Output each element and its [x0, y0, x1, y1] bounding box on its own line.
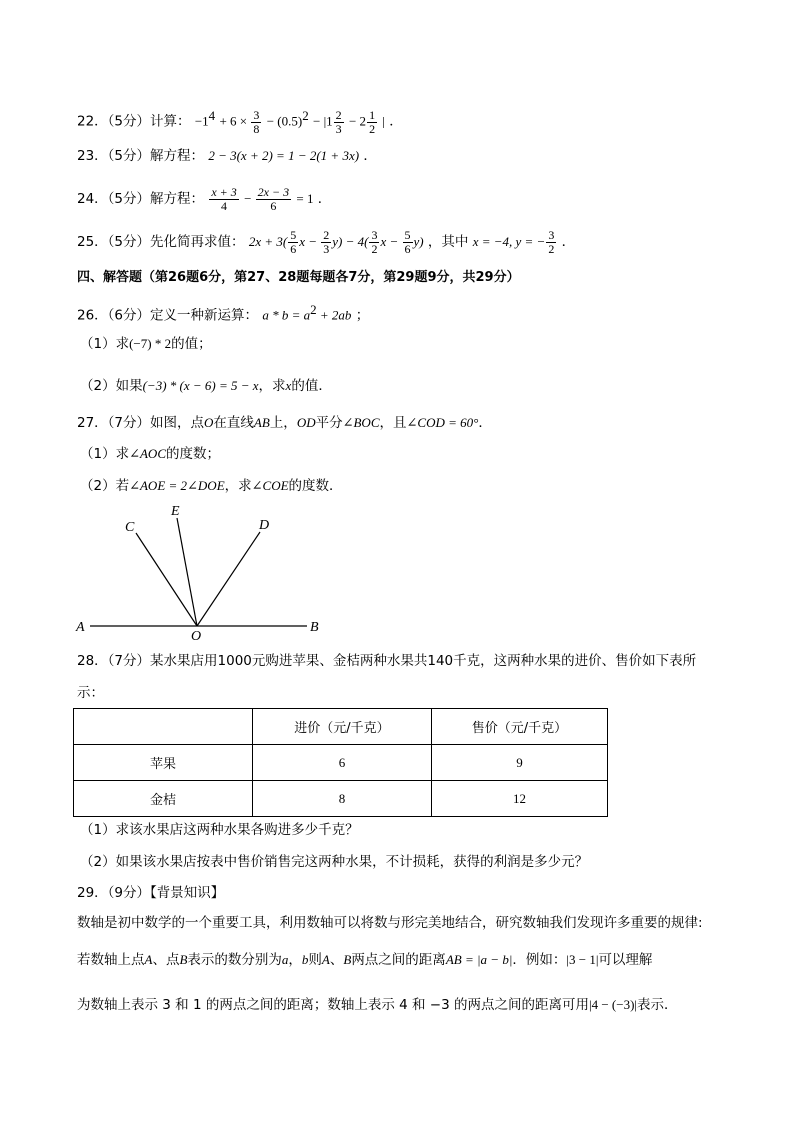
q22-term: − (0.5) [266, 113, 303, 129]
q24-term: = 1 [296, 191, 314, 206]
part-text: 的值； [171, 336, 212, 352]
denominator: 4 [221, 199, 228, 213]
q22-term: −1 [194, 113, 209, 129]
fraction [288, 229, 298, 256]
table-header-cell: 进价（元/千克） [253, 709, 432, 745]
label-D: D [259, 518, 270, 533]
q29-text: 表示的数分别为 [187, 952, 282, 968]
table-row [74, 781, 608, 817]
q29-text: 两点之间的距离 [351, 952, 446, 968]
question-26-part-2 [80, 376, 332, 396]
q29-math: B [343, 952, 352, 967]
label-A: A [76, 620, 85, 635]
label-O: O [191, 629, 202, 644]
numerator: 2 [323, 228, 330, 242]
q29-math: |4 − (−3)| [589, 997, 638, 1012]
q29-text: 、点 [152, 952, 180, 968]
q23-label: 23．（5分）解方程： [77, 148, 205, 164]
question-26 [77, 300, 369, 326]
q29-text: ， [288, 952, 302, 968]
q22-exp: 4 [208, 108, 216, 123]
numerator: 1 [369, 107, 376, 122]
q25-term: y) [413, 234, 424, 249]
part-text: ，求 [224, 478, 252, 494]
question-28-line-1: 28．（7分）某水果店用1000元购进苹果、金桔两种水果共140千克，这两种水果的进价、售价如下表所 [77, 653, 697, 669]
numerator: 5 [404, 228, 411, 242]
table-row [74, 745, 608, 781]
q25-label: 25．（5分）先化简再求值： [77, 234, 245, 250]
question-28-line-2: 示： [77, 685, 104, 701]
numerator: 3 [253, 107, 260, 122]
numerator: 2x − 3 [257, 185, 290, 199]
q25-mid: ，其中 [427, 234, 473, 250]
question-22 [77, 106, 403, 136]
q27-label: 27．（7分）如图，点 [77, 415, 205, 431]
question-27 [77, 413, 492, 433]
q29-text: 若数轴上点 [77, 952, 145, 968]
denominator: 6 [290, 242, 297, 256]
q26-end: ； [355, 307, 370, 324]
part-text: 的度数； [166, 446, 220, 462]
table-cell: 12 [432, 781, 608, 817]
denominator: 2 [371, 242, 378, 256]
q22-term: − 2 [348, 113, 367, 129]
question-26-part-1 [80, 334, 212, 354]
label-E: E [171, 504, 180, 519]
q29-math: a [281, 952, 289, 967]
fraction [369, 229, 379, 256]
table-cell: 金桔 [74, 781, 253, 817]
q24-term: − [244, 191, 255, 206]
q27-math: AB [253, 415, 270, 430]
numerator: 3 [548, 228, 555, 242]
angle-figure [70, 500, 340, 645]
q25-term: 2x + 3( [248, 234, 288, 249]
question-27-part-1 [80, 444, 220, 464]
fraction [209, 186, 238, 213]
fraction [403, 229, 413, 256]
q27-math: O [204, 415, 214, 430]
denominator: 6 [404, 242, 411, 256]
q25-term: x = −4, y = − [472, 234, 546, 249]
q22-end: ． [389, 113, 403, 130]
price-table [73, 708, 608, 817]
table-header-cell: 售价（元/千克） [432, 709, 608, 745]
q29-text: 表示． [637, 997, 678, 1013]
q25-term: x − [299, 234, 321, 249]
q23-equation: 2 − 3(x + 2) = 1 − 2(1 + 3x) [208, 148, 360, 163]
part-text: 的值． [291, 378, 332, 394]
numerator: 5 [290, 228, 297, 242]
fraction [334, 109, 344, 136]
q29-paragraph-line-2 [77, 950, 652, 970]
q29-text: ．例如： [512, 952, 567, 968]
q26-def: a * b = a [262, 307, 311, 323]
denominator: 3 [335, 121, 342, 136]
q29-math: B [179, 952, 188, 967]
q25-term: y) − 4( [332, 234, 369, 249]
q26-def: + 2ab [316, 307, 352, 323]
part-label: （2）若 [80, 478, 130, 494]
part-math: ∠AOE = 2∠DOE [129, 478, 225, 493]
q27-text: 在直线 [213, 415, 254, 431]
label-B: B [310, 620, 319, 635]
question-29: 29．（9分）【背景知识】 [77, 885, 225, 901]
q22-term: + 6 × [219, 113, 251, 129]
fraction [251, 109, 261, 136]
question-28-part-2: （2）如果该水果店按表中售价销售完这两种水果，不计损耗，获得的利润是多少元？ [80, 854, 589, 870]
table-cell: 8 [253, 781, 432, 817]
part-math: x [285, 378, 292, 393]
part-math: (−3) * (x − 6) = 5 − x [142, 378, 259, 393]
q26-exp: 2 [310, 302, 317, 317]
part-label: （2）如果 [80, 378, 143, 394]
q27-math: ∠BOC [342, 415, 380, 430]
question-27-part-2 [80, 476, 343, 496]
question-23 [77, 146, 377, 166]
q29-text: 为数轴上表示 3 和 1 的两点之间的距离；数轴上表示 4 和 −3 的两点之间的距离可用 [77, 997, 589, 1013]
q29-paragraph-line-1: 数轴是初中数学的一个重要工具，利用数轴可以将数与形完美地结合，研究数轴我们发现许多重要的规律: [77, 915, 703, 931]
part-text: ，求 [258, 378, 286, 394]
denominator: 6 [270, 199, 277, 213]
table-cell: 6 [253, 745, 432, 781]
table-cell: 苹果 [74, 745, 253, 781]
q29-paragraph-line-3 [77, 995, 678, 1015]
q27-math: ∠COD = 60° [406, 415, 479, 430]
question-24 [77, 186, 331, 213]
q24-label: 24．（5分）解方程： [77, 191, 205, 207]
q22-exp: 2 [302, 108, 309, 123]
q29-math: b [301, 952, 309, 967]
q29-text: 可以理解 [598, 952, 653, 968]
q29-text: 则 [308, 952, 322, 968]
section-heading: 四、解答题（第26题6分，第27、28题每题各7分，第29题9分，共29分） [77, 270, 520, 285]
q27-text: 平分 [315, 415, 343, 431]
ray-OD [197, 532, 260, 626]
q27-text: 上， [269, 415, 297, 431]
q29-math: |3 − 1| [566, 952, 599, 967]
fraction [546, 229, 556, 256]
numerator: x + 3 [211, 185, 237, 199]
part-label: （1）求 [80, 446, 130, 462]
denominator: 2 [548, 242, 555, 256]
fraction [256, 186, 291, 213]
q24-end: ． [317, 191, 332, 207]
denominator: 3 [323, 242, 330, 256]
denominator: 8 [253, 121, 260, 136]
part-text: 的度数． [288, 478, 343, 494]
table-header-cell [74, 709, 253, 745]
q25-term: x − [380, 234, 402, 249]
q25-end: ． [561, 234, 576, 250]
q22-label: 22．（5分）计算： [77, 113, 191, 130]
q29-math: A [321, 952, 330, 967]
numerator: 2 [335, 107, 342, 122]
q29-math: AB = |a − b| [445, 952, 513, 967]
fraction [321, 229, 331, 256]
question-25 [77, 229, 575, 256]
q27-end: ． [478, 415, 492, 431]
part-math: ∠AOC [129, 446, 166, 461]
part-label: （1）求 [80, 336, 130, 352]
q29-text: 、 [329, 952, 344, 968]
denominator: 2 [369, 121, 376, 136]
fraction [367, 109, 377, 136]
label-C: C [125, 520, 135, 535]
q27-math: OD [296, 415, 316, 430]
numerator: 3 [371, 228, 378, 242]
table-header-row [74, 709, 608, 745]
q22-term: − |1 [312, 113, 333, 129]
table-cell: 9 [432, 745, 608, 781]
question-28-part-1: （1）求该水果店这两种水果各购进多少千克？ [80, 822, 359, 838]
q29-math: A [144, 952, 153, 967]
q22-term: | [382, 113, 385, 129]
q23-end: ． [363, 148, 377, 164]
part-math: (−7) * 2 [129, 336, 172, 351]
q26-label: 26．（6分）定义一种新运算： [77, 307, 259, 324]
q27-text: ，且 [379, 415, 407, 431]
part-math: ∠COE [251, 478, 289, 493]
